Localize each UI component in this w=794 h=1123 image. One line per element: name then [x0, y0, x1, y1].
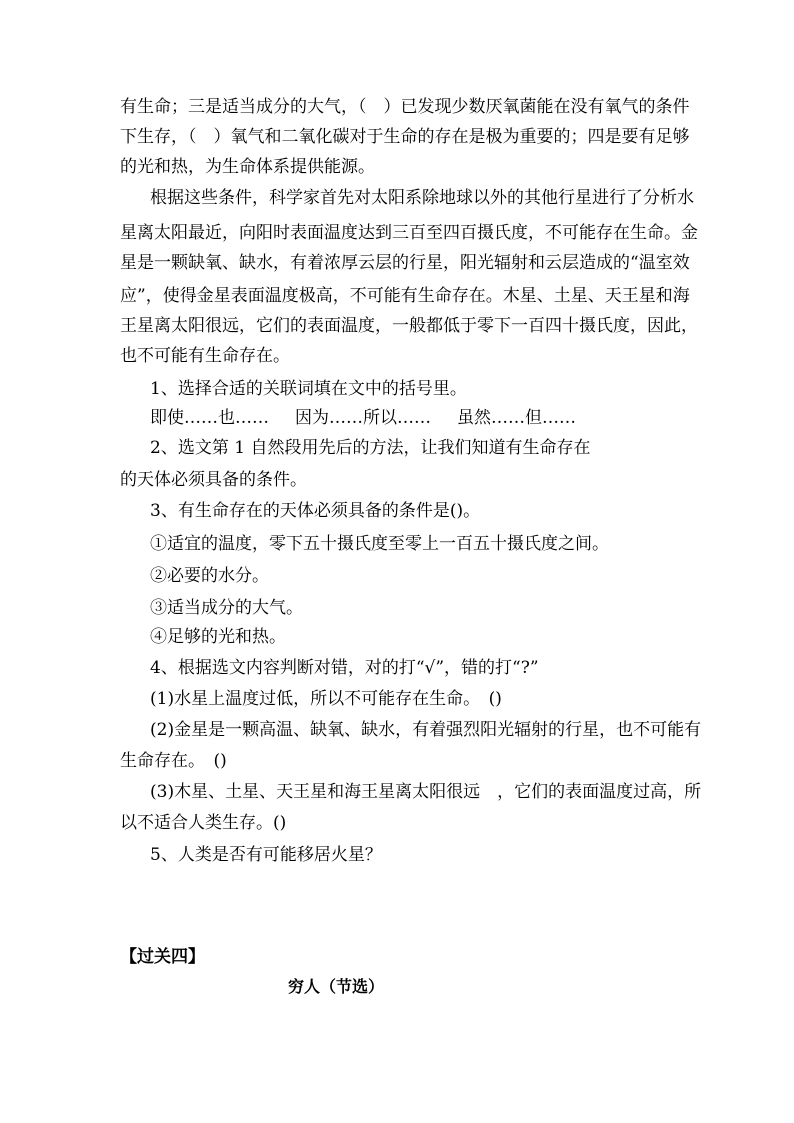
question-1: 1、选择合适的关联词填在文中的括号里。 [150, 379, 467, 399]
option-3: 虽然……但…… [457, 408, 576, 428]
question-4-2-line-2: 生命存在。 () [120, 751, 227, 771]
question-2-line-1: 2、选文第 1 自然段用先后的方法，让我们知道有生命存在 [150, 438, 591, 458]
passage-line-5: 星离太阳最近，向阳时表面温度达到三百至四百摄氏度，不可能存在生命。金 [120, 223, 698, 243]
question-3-item-2: ②必要的水分。 [150, 566, 269, 586]
question-3-item-4: ④足够的光和热。 [150, 627, 286, 647]
passage-line-6: 星是一颗缺氧、缺水，有着浓厚云层的行星，阳光辐射和云层造成的“温室效 [120, 253, 690, 273]
option-1: 即使……也…… [150, 408, 269, 428]
passage-line-8: 王星离太阳很远，它们的表面温度，一般都低于零下一百四十摄氏度，因此， [120, 316, 698, 336]
question-4-2-line-1: (2)金星是一颗高温、缺氧、缺水，有着强烈阳光辐射的行星，也不可能有 [150, 720, 702, 740]
question-4-3-line-2: 以不适合人类生存。() [120, 813, 287, 833]
question-5: 5、人类是否有可能移居火星？ [150, 845, 382, 865]
passage-line-7: 应”，使得金星表面温度极高，不可能有生命存在。木星、土星、天王星和海 [120, 286, 690, 306]
passage-line-9: 也不可能有生命存在。 [120, 346, 290, 366]
story-title: 穷人（节选） [288, 977, 385, 996]
question-4: 4、根据选文内容判断对错，对的打“√”，错的打“?” [150, 658, 539, 678]
question-2-line-2: 的天体必须具备的条件。 [120, 470, 307, 490]
question-3: 3、有生命存在的天体必须具备的条件是()。 [150, 501, 481, 521]
question-3-item-1: ①适宜的温度，零下五十摄氏度至零上一百五十摄氏度之间。 [150, 534, 609, 554]
passage-line-4: 根据这些条件，科学家首先对太阳系除地球以外的其他行星进行了分析水 [150, 188, 694, 208]
option-2: 因为……所以…… [295, 408, 431, 428]
passage-line-2: 下生存，（ ）氧气和二氧化碳对于生命的存在是极为重要的；四是要有足够 [120, 127, 690, 147]
passage-line-1: 有生命；三是适当成分的大气，（ ）已发现少数厌氧菌能在没有氧气的条件 [120, 97, 690, 117]
question-1-options [150, 407, 576, 429]
section-title: 【过关四】 [120, 947, 205, 967]
passage-line-3: 的光和热，为生命体系提供能源。 [120, 157, 375, 177]
question-3-item-3: ③适当成分的大气。 [150, 598, 303, 618]
question-4-3-line-1: (3)木星、土星、天王星和海王星离太阳很远 ，它们的表面温度过高，所 [150, 782, 702, 802]
question-4-1: (1)水星上温度过低，所以不可能存在生命。 () [150, 689, 502, 709]
